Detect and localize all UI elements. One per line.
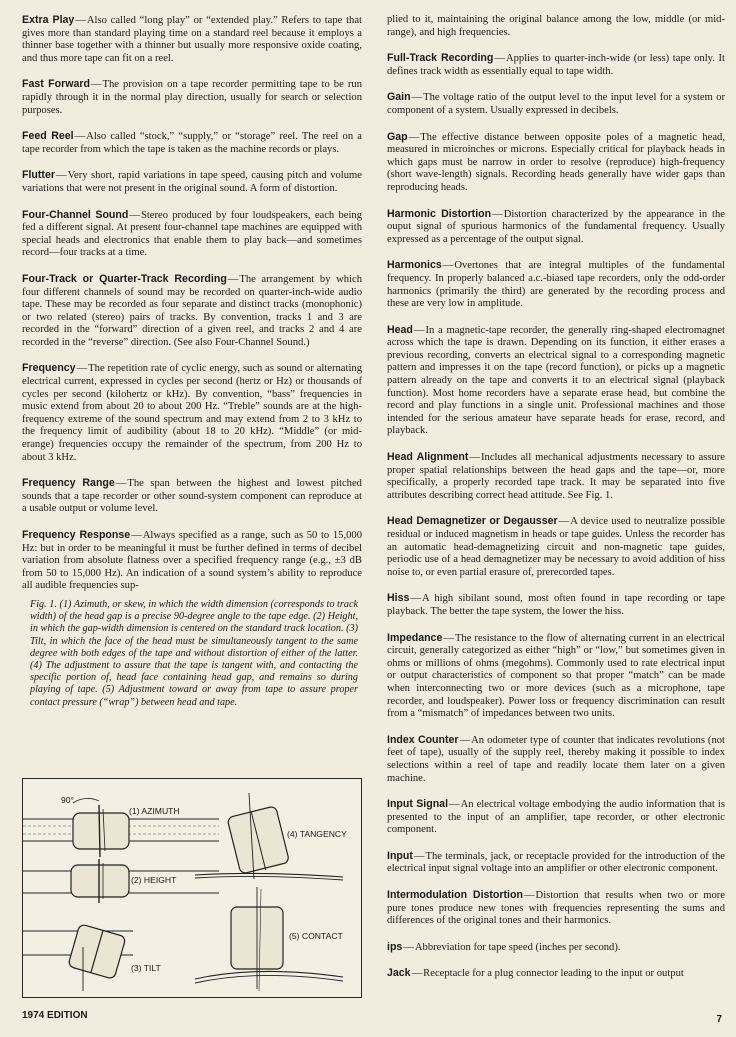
angle-label: 90°: [61, 795, 74, 805]
entry-term: Impedance: [387, 631, 443, 644]
entry-term: ips: [387, 940, 403, 953]
entry-definition: Very short, rapid variations in tape speed, causing pitch and volume variations that were not present in the original sound. A form of distortion.: [22, 170, 362, 194]
head-alignment-diagram: [23, 779, 361, 997]
glossary-entry: Jack—Receptacle for a plug connector leading to the input or output: [387, 967, 684, 980]
entry-definition: The effective distance between opposite poles of a magnetic head, measured in microinches or microns. Especially critical for playback heads in which gaps must be narrow in order to resolve (reproduce) high-frequency (short wave-length) signals. Recording heads generally have wider gaps than reproducing heads.: [387, 131, 725, 193]
entry-term: Input Signal: [387, 798, 449, 811]
entry-term: Frequency: [22, 362, 76, 375]
entry-term: Extra Play: [22, 14, 75, 26]
entry-definition: Overtones that are integral multiples of the fundamental frequency. In properly balanced a.c.-biased tape recorders, only the odd-order harmonics (primarily the third) are generated by the recording process and these are very low in amplitude.: [387, 260, 725, 310]
edition-label: 1974 EDITION: [22, 1010, 88, 1021]
entry-term: Full-Track Recording: [387, 52, 494, 65]
page-number: 7: [716, 1014, 722, 1025]
entry-term: Jack: [387, 967, 411, 980]
glossary-entry: Harmonic Distortion—Distortion characterized by the appearance in the ouput signal of spurious harmonics of the fundamental frequency. Usually expressed as a percentage of the output signal.: [387, 207, 726, 245]
glossary-entry: Intermodulation Distortion—Distortion that results when two or more pure tones produce new tones with frequencies representing the sums and differences of the original tones and their harmonics.: [387, 889, 725, 927]
entry-term: Harmonics: [387, 259, 442, 272]
glossary-entry: Gap—The effective distance between opposite poles of a magnetic head, measured in microinches or microns. Especially critical for playback heads in which gaps must be narrow in order to resolve (reproduce) high-frequency (short wave-length) signals. Recording heads generally have wider gaps than reproducing heads.: [387, 130, 725, 193]
height-illustration: [23, 859, 219, 903]
glossary-entry: Input Signal—An electrical voltage embodying the audio information that is presented to the input of an amplifier, tape recorder, or other electronic component.: [387, 798, 725, 836]
entry-term: Hiss: [387, 592, 410, 605]
glossary-entry: Head—In a magnetic-tape recorder, the generally ring-shaped electromagnet across which the tape is drawn. Depending on its function, it either erases a previous recording, converts an electrical signal to a corresponding magnetic pattern and impresses it on the tape (record function), or picks up a magnetic pattern already on the tape and converts it to an electrical signal (playback function). Most home recorders have a separate erase head, but combine the record and play functions in a single unit. Professional machines and those intended for the serious amateur have separate heads for erase, record, and playback.: [387, 323, 725, 437]
glossary-entry: Input—The terminals, jack, or receptacle provided for the introduction of the electrical input signal voltage into an amplifier or other electronic component.: [387, 849, 725, 875]
entry-definition: The provision on a tape recorder permitting tape to be run rapidly through it in the normal play direction, usually for search or selection purposes.: [22, 79, 362, 116]
entry-term: Four-Channel Sound: [22, 208, 129, 221]
entry-definition: Always specified as a range, such as 50 to 15,000 Hz: but in order to be meaningful it must be further defined in terms of decibel variation from absolute flatness over a specified frequency range (e.g., ±3 dB from 50 to 15,000 Hz). An indication of a sound system’s ability to reproduce all audible frequencies sup-: [22, 530, 362, 592]
entry-term: Frequency Range: [22, 477, 115, 490]
glossary-entry: Extra Play—Also called “long play” or “extended play.” Refers to tape that gives more than standard playing time on a standard reel because it employs a thinner base together with a thinner but usually more responsive oxide coating, and thus more tape can fit on a reel.: [22, 14, 362, 64]
glossary-entry: Frequency—The repetition rate of cyclic energy, such as sound or alternating electrical current, expressed in cycles per second (hertz or Hz) or thousands of cycles per second (kilohertz or kHz). By convention, “bass” frequencies in music extend from about 20 to about 200 Hz. “Treble” sounds are at the high-frequency extreme of the sound spectrum and may extend from 2 to 3 kHz to the frequency limit of audibility (about 18 to 20 kHz). “Middle” (or mid-erange) frequencies occupy the remainder of the spectrum, from 200 Hz to about 3 kHz.: [22, 362, 362, 463]
glossary-entry: Harmonics—Overtones that are integral multiples of the fundamental frequency. In properly balanced a.c.-biased tape recorders, only the odd-order harmonics (primarily the third) are generated by the recording process and these are very low in amplitude.: [387, 259, 725, 310]
tilt-illustration: [23, 924, 162, 991]
figure-caption: Fig. 1. (1) Azimuth, or skew, in which the width dimension (corresponds to track width) of the head gap is a precise 90-degree angle to the tape edge. (2) Height, in which the gap-width dimension is centered on the standard track location. (3) Tilt, in which the face of the head must be simultaneously tangent to the same degree with both edges of the tape and without distortion of either of the latter. (4) The adjustment to assure that the tape is tangent with, and contacting the specific portion of, head face containing head gap, and remains so during playing of tape. (5) Adjustment toward or away from tape to assure proper contact pressure (“wrap”) between head and tape.: [30, 598, 358, 708]
entry-definition: The terminals, jack, or receptacle provided for the introduction of the electrical input signal voltage into an amplifier or other electronic component.: [387, 850, 725, 875]
azimuth-label: (1) AZIMUTH: [129, 806, 180, 816]
entry-definition: The voltage ratio of the output level to the input level for a system or component of a system. Usually expressed in decibels.: [387, 92, 725, 116]
entry-definition: Distortion characterized by the appearance in the ouput signal of spurious harmonics of the fundamental frequency. Usually expressed as a percentage of the output signal.: [387, 208, 726, 245]
entry-definition: Also called “long play” or “extended play.” Refers to tape that gives more than standard playing time on a standard reel because it employs a thinner base together with a thinner but usually more responsive oxide coating, and thus more tape can fit on a reel.: [22, 15, 362, 64]
glossary-entry: Four-Track or Quarter-Track Recording—The arrangement by which four different channels of sound may be recorded on quarter-inch-wide audio tape. These may be recorded as four separate and distinct tracks (monophonic) or two related (stereo) pairs of tracks. By convention, tracks 1 and 3 are recorded in the “forward” direction of a given reel, and tracks 2 and 4 are recorded in the “reverse” direction. (See also Four-Channel Sound.): [22, 272, 362, 348]
entry-term: Fast Forward: [22, 78, 90, 91]
entry-definition: The resistance to the flow of alternating current in an electrical circuit, generally categorized as either “high” or “low,” but sometimes given in ohms or millions of ohms (megohms). Commonly used to rate electrical input or output characteristics of component so that proper “match” can be made when interconnecting two or more devices (such as a microphone, tape recorder, and loudspeaker). Power loss or frequency discrimination can result from a “mismatch” of impedances between two units.: [387, 632, 725, 720]
entry-term: Intermodulation Distortion: [387, 889, 523, 902]
continued-text: plied to it, maintaining the original balance among the low, middle (or mid-range), and high frequencies.: [387, 14, 725, 38]
tangency-label: (4) TANGENCY: [287, 829, 347, 839]
left-column: [22, 14, 362, 709]
entry-definition: In a magnetic-tape recorder, the generally ring-shaped electromagnet across which the tape is drawn. Depending on its function, it either erases a previous recording, converts an electrical signal to a corresponding magnetic pattern and impresses it on the tape (record function), or picks up a magnetic pattern already on the tape and converts it to an electrical signal (playback function). Most home recorders have a separate erase head, but combine the record and play functions in a single unit. Professional machines and those intended for the serious amateur have separate heads for erase, record, and playback.: [387, 324, 725, 437]
glossary-entry: Full-Track Recording—Applies to quarter-inch-wide (or less) tape only. It defines track width as essentially equal to tape width.: [387, 52, 726, 77]
glossary-entry: Frequency Range—The span between the highest and lowest pitched sounds that a tape recorder or other sound-system component can reproduce at a usable output or volume level.: [22, 477, 362, 515]
entry-term: Gain: [387, 91, 411, 104]
tilt-label: (3) TILT: [131, 963, 161, 973]
glossary-entry: Hiss—A high sibilant sound, most often found in tape recording or tape playback. The better the tape system, the lower the hiss.: [387, 592, 725, 617]
entry-term: Input: [387, 849, 413, 862]
glossary-entry: Fast Forward—The provision on a tape recorder permitting tape to be run rapidly through it in the normal play direction, usually for search or selection purposes.: [22, 78, 362, 116]
glossary-entry: Gain—The voltage ratio of the output level to the input level for a system or component of a system. Usually expressed in decibels.: [387, 91, 725, 116]
head-alignment-figure: [22, 778, 362, 998]
entry-definition: Receptacle for a plug connector leading to the input or output: [423, 968, 684, 980]
glossary-entry: Head Alignment—Includes all mechanical adjustments necessary to assure proper spatial relationships between the head gaps and the tape—or, more specifically, a properly recorded tape track. It may be separated into five attributes describing correct head attitude. See Fig. 1.: [387, 451, 725, 501]
glossary-entry: Impedance—The resistance to the flow of alternating current in an electrical circuit, generally categorized as either “high” or “low,” but sometimes given in ohms or millions of ohms (megohms). Commonly used to rate electrical input or output characteristics of component so that proper “match” can be made when interconnecting two or more devices (such as a microphone, tape recorder, and loudspeaker). Power loss or frequency discrimination can result from a “mismatch” of impedances between two units.: [387, 631, 725, 720]
entry-definition: A device used to neutralize possible residual or induced magnetism in heads or tape guides. Unless the recorder has an automatic head-demagnetizing circuit and non-magnetic tape guides, periodic use of a head demagnetizer may be necessary to avoid addition of hiss noise to, or even partial erasure of, prerecorded tapes.: [387, 516, 726, 578]
entry-term: Head Demagnetizer or Degausser: [387, 515, 558, 528]
glossary-entry: ips—Abbreviation for tape speed (inches per second).: [387, 940, 621, 953]
entry-definition: Also called “stock,” “supply,” or “storage” reel. The reel on a tape recorder from which the tape is taken as the machine records or plays.: [22, 131, 362, 155]
entry-term: Harmonic Distortion: [387, 207, 492, 220]
entry-definition: Includes all mechanical adjustments necessary to assure proper spatial relationships between the head gaps and the tape—or, more specifically, a properly recorded tape track. It may be separated into five attributes describing correct head attitude. See Fig. 1.: [387, 452, 725, 501]
glossary-entry: Four-Channel Sound—Stereo produced by four loudspeakers, each being fed a different signal. At present four-channel tape machines are equipped with special heads and electronics that enable them to play back—and sometimes record—four tracks at a time.: [22, 208, 362, 259]
entry-definition: The repetition rate of cyclic energy, such as sound or alternating electrical current, expressed in cycles per second (hertz or Hz) or thousands of cycles per second (kilohertz or kHz). By convention, “bass” frequencies in music extend from about 20 to about 200 Hz. “Treble” sounds are at the high-frequency extreme of the sound spectrum and may extend from 2 to 3 kHz to the frequency limit of audibility (about 18 to 20 kHz). “Middle” (or mid-erange) frequencies occupy the remainder of the spectrum, from 200 Hz to about 3 kHz.: [22, 363, 362, 463]
glossary-entry: Head Demagnetizer or Degausser—A device used to neutralize possible residual or induced magnetism in heads or tape guides. Unless the recorder has an automatic head-demagnetizing circuit and non-magnetic tape guides, periodic use of a head demagnetizer may be necessary to avoid addition of hiss noise to, or even partial erasure of, prerecorded tapes.: [387, 515, 726, 578]
entry-definition: Stereo produced by four loudspeakers, each being fed a different signal. At present four-channel tape machines are equipped with special heads and electronics that enable them to play back—and sometimes record—four tracks at a time.: [22, 209, 362, 259]
entry-term: Head Alignment: [387, 451, 469, 464]
entry-term: Gap: [387, 130, 408, 143]
entry-definition: Abbreviation for tape speed (inches per second).: [414, 941, 621, 953]
entry-term: Frequency Response: [22, 529, 131, 541]
entry-term: Head: [387, 323, 413, 336]
azimuth-illustration: [23, 795, 219, 857]
entry-term: Index Counter: [387, 733, 459, 746]
entry-definition: Distortion that results when two or more pure tones produce new tones with frequencies representing the sums and differences of the original tones and their harmonics.: [387, 890, 725, 927]
entry-definition: Applies to quarter-inch-wide (or less) tape only. It defines track width as essentially equal to tape width.: [387, 53, 726, 77]
entry-term: Feed Reel: [22, 130, 74, 143]
contact-illustration: [195, 887, 344, 991]
height-label: (2) HEIGHT: [131, 875, 177, 885]
entry-term: Four-Track or Quarter-Track Recording: [22, 272, 227, 285]
entry-definition: An electrical voltage embodying the audio information that is presented to the input of an amplifier, tape recorder, or other electronic component.: [387, 799, 725, 836]
contact-label: (5) CONTACT: [289, 931, 343, 941]
entry-term: Flutter: [22, 169, 55, 182]
entry-definition: A high sibilant sound, most often found in tape recording or tape playback. The better the tape system, the lower the hiss.: [387, 593, 725, 617]
glossary-entry: Feed Reel—Also called “stock,” “supply,” or “storage” reel. The reel on a tape recorder from which the tape is taken as the machine records or plays.: [22, 130, 362, 155]
tangency-illustration: [195, 793, 347, 880]
entry-definition: The span between the highest and lowest pitched sounds that a tape recorder or other sound-system component can reproduce at a usable output or volume level.: [22, 478, 362, 515]
entry-definition: An odometer type of counter that indicates revolutions (not feet of tape), usually of the supply reel, thereby making it possible to index selections within a reel of tape and readily locate them later on a given machine.: [387, 734, 725, 784]
glossary-entry: Frequency Response—Always specified as a range, such as 50 to 15,000 Hz: but in order to be meaningful it must be further defined in terms of decibel variation from absolute flatness over a specified frequency range (e.g., ±3 dB from 50 to 15,000 Hz). An indication of a sound system’s ability to reproduce all audible frequencies sup-: [22, 529, 362, 592]
glossary-entry: Flutter—Very short, rapid variations in tape speed, causing pitch and volume variations that were not present in the original sound. A form of distortion.: [22, 169, 362, 194]
glossary-entry: Index Counter—An odometer type of counter that indicates revolutions (not feet of tape), usually of the supply reel, thereby making it possible to index selections within a reel of tape and readily locate them later on a given machine.: [387, 733, 725, 784]
entry-definition: The arrangement by which four different channels of sound may be recorded on quarter-inch-wide audio tape. These may be recorded as four separate and distinct tracks (monophonic) or two related (stereo) pairs of tracks. By convention, tracks 1 and 3 are recorded in the “forward” direction of a given reel, and tracks 2 and 4 are recorded in the “reverse” direction. (See also Four-Channel Sound.): [22, 273, 362, 348]
right-column: [387, 14, 725, 994]
